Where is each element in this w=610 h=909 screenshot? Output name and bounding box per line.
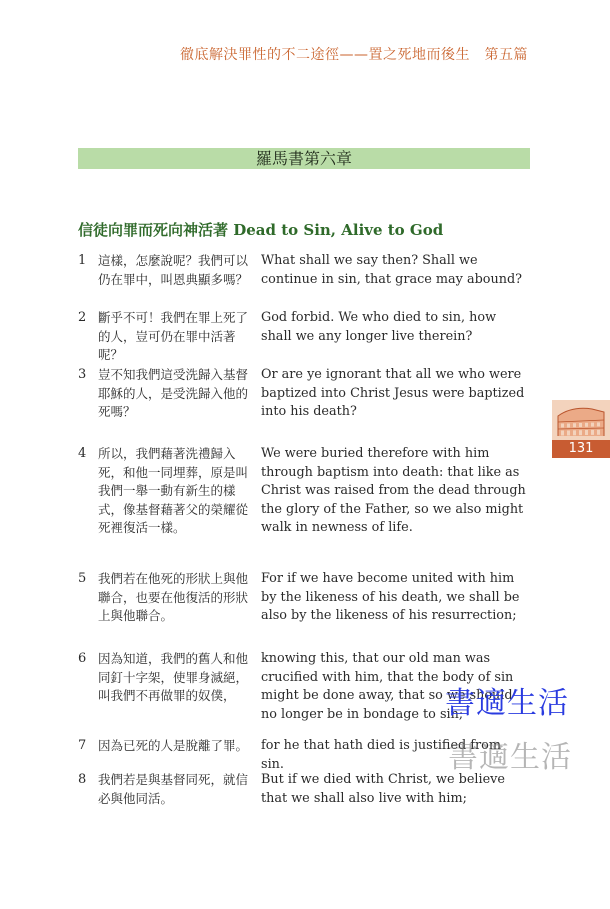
verse-english: for he that hath died is justified from sin. <box>261 738 501 772</box>
running-header: 徹底解決罪性的不二途徑——置之死地而後生 第五篇 <box>180 47 528 63</box>
verse-chinese: 這樣，怎麼說呢？我們可以仍在罪中，叫恩典顯多嗎？ <box>98 253 249 287</box>
verse-number: 4 <box>78 446 87 461</box>
verse-number: 5 <box>78 571 87 586</box>
verse-chinese: 斷乎不可！我們在罪上死了的人，豈可仍在罪中活著呢？ <box>98 310 249 362</box>
section-title: 信徒向罪而死向神活著 Dead to Sin, Alive to God <box>78 221 444 239</box>
tab-illustration <box>552 400 610 440</box>
verse-number: 3 <box>78 367 87 382</box>
verse-english: But if we died with Christ, we believe that we shall also live with him; <box>261 772 505 806</box>
verse-number: 8 <box>78 772 87 787</box>
verse-chinese: 因為知道，我們的舊人和他同釘十字架，使罪身滅絕，叫我們不再做罪的奴僕， <box>98 651 249 703</box>
verse-number: 2 <box>78 310 87 325</box>
verse-chinese: 所以，我們藉著洗禮歸入死，和他一同埋葬，原是叫我們一舉一動有新生的樣式，像基督藉著父的榮耀從死裡復活一樣。 <box>98 446 249 535</box>
verse-number: 1 <box>78 253 87 268</box>
verse-english: God forbid. We who died to sin, how shall we any longer live therein? <box>261 310 497 344</box>
watermark-gray: 書適生活 <box>448 740 572 775</box>
page-number: 131 <box>552 440 610 458</box>
chapter-title: 羅馬書第六章 <box>255 149 352 168</box>
watermark-blue: 書適生活 <box>445 686 569 721</box>
verse-chinese: 因為已死的人是脫離了罪。 <box>98 738 249 753</box>
verse-chinese: 豈不知我們這受洗歸入基督耶穌的人，是受洗歸入他的死嗎？ <box>98 367 249 419</box>
chapter-title-bar <box>78 148 530 169</box>
chapter-side-tab <box>552 400 610 458</box>
verse-english: knowing this, that our old man was crucified with him, that the body of sin might be done away, that so we should no longer be in bondage to sin; <box>261 651 514 722</box>
verse-chinese: 我們若在他死的形狀上與他聯合，也要在他復活的形狀上與他聯合。 <box>98 571 249 623</box>
verse-number: 6 <box>78 651 87 666</box>
verse-english: We were buried therefore with him through baptism into death: that like as Christ was raised from the dead through the glory of the Father, so we also might walk in newness of life. <box>261 446 526 535</box>
verse-english: Or are ye ignorant that all we who were baptized into Christ Jesus were baptized into his death? <box>261 367 525 419</box>
verse-chinese: 我們若是與基督同死，就信必與他同活。 <box>98 772 249 806</box>
verse-number: 7 <box>78 738 87 753</box>
verse-english: For if we have become united with him by the likeness of his death, we shall be also by the likeness of his resurrection; <box>261 571 520 623</box>
colosseum-icon <box>552 400 610 440</box>
verse-english: What shall we say then? Shall we continue in sin, that grace may abound? <box>261 253 523 287</box>
